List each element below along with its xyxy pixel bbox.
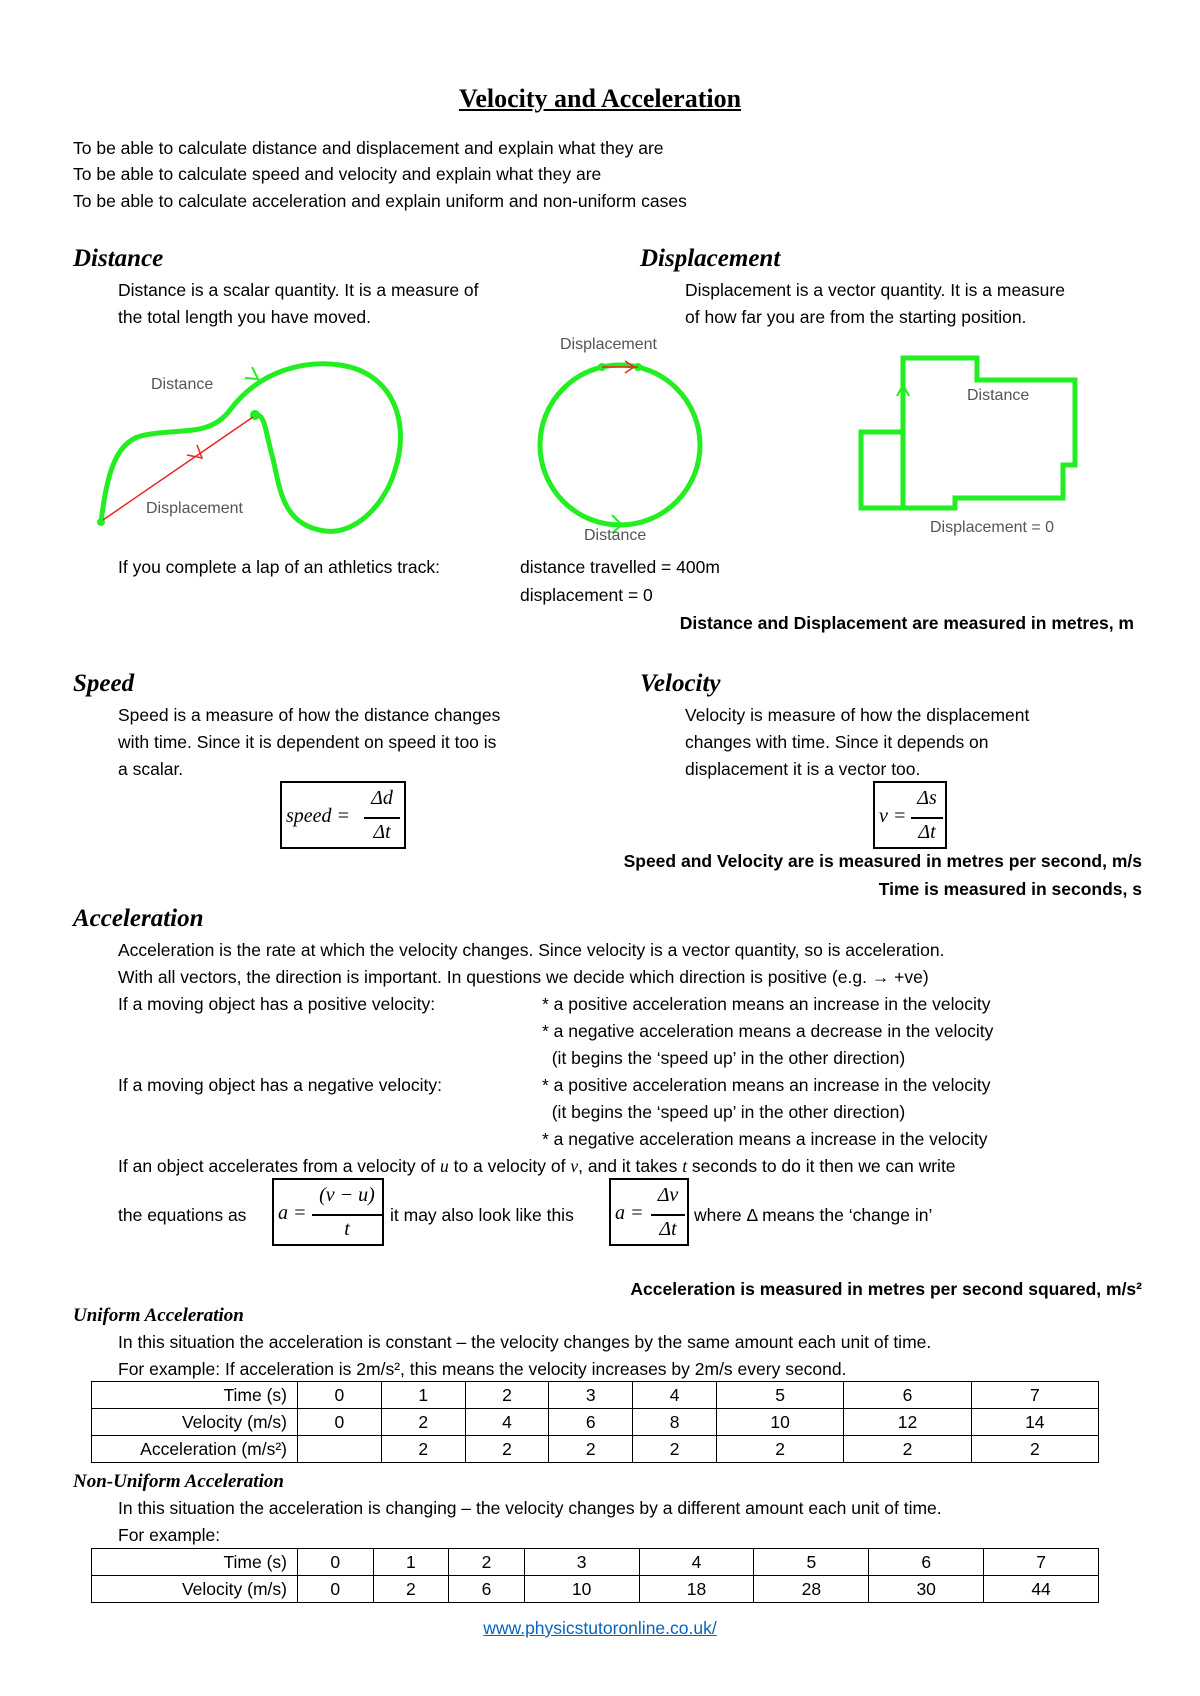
table-row-label: Acceleration (m/s²)	[92, 1436, 298, 1463]
nonuniform-heading: Non-Uniform Acceleration	[73, 1471, 284, 1492]
nonuniform-line-2: For example:	[118, 1525, 221, 1545]
track-distance: distance travelled = 400m	[520, 557, 720, 577]
table-row	[92, 1409, 1099, 1436]
speed-units-note: Speed and Velocity are is measured in metres per second, m/s	[623, 851, 1142, 871]
equation-intro-line: If an object accelerates from a velocity of u to a velocity of v, and it takes t seconds to do it then we can write	[118, 1156, 956, 1176]
nonuniform-table	[91, 1548, 1099, 1603]
table-row	[92, 1436, 1099, 1463]
objective-1: To be able to calculate distance and displacement and explain what they are	[73, 138, 664, 158]
table-cell: 2	[716, 1436, 843, 1463]
uniform-line-1: In this situation the acceleration is constant – the velocity changes by the same amount each unit of time.	[118, 1332, 932, 1352]
table-cell: 6	[549, 1409, 633, 1436]
uniform-table	[91, 1381, 1099, 1463]
rectangular-path-diagram	[855, 350, 1080, 520]
table-cell: 7	[971, 1382, 1098, 1409]
table-cell: 6	[869, 1549, 984, 1576]
table-cell: 4	[633, 1382, 717, 1409]
acceleration-formula-2-lhs: a =	[615, 1202, 644, 1224]
table-cell: 2	[465, 1382, 549, 1409]
table-cell: 1	[373, 1549, 449, 1576]
distance-text-2: the total length you have moved.	[118, 307, 371, 327]
uniform-line-2: For example: If acceleration is 2m/s², this means the velocity increases by 2m/s every second.	[118, 1359, 847, 1379]
distance-units-note: Distance and Displacement are measured in metres, m	[679, 613, 1134, 633]
acceleration-line-1: Acceleration is the rate at which the velocity changes. Since velocity is a vector quantity, so is acceleration.	[118, 940, 945, 960]
speed-heading: Speed	[73, 670, 135, 697]
velocity-text-2: changes with time. Since it depends on	[685, 732, 989, 752]
equation-line-b: it may also look like this	[390, 1205, 574, 1225]
footer-link[interactable]: www.physicstutoronline.co.uk/	[483, 1618, 717, 1638]
table-cell: 4	[639, 1549, 754, 1576]
table-cell: 10	[524, 1576, 639, 1603]
table-cell: 5	[754, 1549, 869, 1576]
table-cell: 2	[465, 1436, 549, 1463]
table-row	[92, 1549, 1099, 1576]
speed-text-2: with time. Since it is dependent on speed it too is	[118, 732, 497, 752]
negative-velocity-item-2: (it begins the ‘speed up’ in the other direction)	[542, 1102, 906, 1122]
table-row-label: Time (s)	[92, 1382, 298, 1409]
table-row	[92, 1576, 1099, 1603]
table-row-label: Time (s)	[92, 1549, 298, 1576]
table-cell: 44	[984, 1576, 1099, 1603]
table-cell: 2	[971, 1436, 1098, 1463]
table-cell: 8	[633, 1409, 717, 1436]
table-cell: 2	[381, 1409, 465, 1436]
acceleration-formula-1	[272, 1178, 384, 1246]
table-cell: 6	[449, 1576, 525, 1603]
positive-velocity-item-3: (it begins the ‘speed up’ in the other direction)	[542, 1048, 906, 1068]
diagram2-distance-label: Distance	[584, 527, 647, 544]
table-cell: 2	[633, 1436, 717, 1463]
displacement-heading: Displacement	[640, 245, 781, 272]
table-cell: 5	[716, 1382, 843, 1409]
table-cell: 3	[549, 1382, 633, 1409]
acceleration-formula-2	[609, 1178, 689, 1246]
table-cell: 12	[844, 1409, 971, 1436]
table-cell: 2	[844, 1436, 971, 1463]
diagram3-distance-label: Distance	[967, 387, 1030, 404]
acceleration-formula-1-lhs: a =	[278, 1202, 307, 1224]
speed-formula	[280, 781, 406, 849]
table-cell: 10	[716, 1409, 843, 1436]
velocity-formula	[873, 781, 947, 849]
acceleration-formula-2-numerator: Δv	[657, 1184, 679, 1206]
velocity-heading: Velocity	[640, 670, 721, 697]
table-row	[92, 1382, 1099, 1409]
table-cell: 14	[971, 1409, 1098, 1436]
table-row-label: Velocity (m/s)	[92, 1576, 298, 1603]
acceleration-line-2: With all vectors, the direction is important. In questions we decide which direction is positive (e.g. → +ve)	[118, 967, 929, 987]
speed-formula-denominator: Δt	[373, 821, 391, 843]
velocity-formula-denominator: Δt	[918, 821, 936, 843]
page-title: Velocity and Acceleration	[458, 84, 742, 113]
table-cell: 2	[373, 1576, 449, 1603]
time-units-note: Time is measured in seconds, s	[878, 879, 1142, 899]
table-cell: 3	[524, 1549, 639, 1576]
table-cell: 4	[465, 1409, 549, 1436]
table-cell: 18	[639, 1576, 754, 1603]
displacement-text-2: of how far you are from the starting position.	[685, 307, 1027, 327]
acceleration-formula-1-numerator: (v − u)	[319, 1184, 375, 1206]
table-cell: 2	[381, 1436, 465, 1463]
equation-line-c: where Δ means the ‘change in’	[694, 1205, 933, 1225]
nonuniform-line-1: In this situation the acceleration is changing – the velocity changes by a different amount each unit of time.	[118, 1498, 942, 1518]
track-lead: If you complete a lap of an athletics track:	[118, 557, 440, 577]
table-cell: 2	[449, 1549, 525, 1576]
table-cell: 2	[549, 1436, 633, 1463]
table-cell: 30	[869, 1576, 984, 1603]
velocity-formula-lhs: v =	[879, 805, 907, 827]
table-cell: 7	[984, 1549, 1099, 1576]
acceleration-formula-1-denominator: t	[344, 1218, 350, 1240]
equation-line-a: the equations as	[118, 1205, 247, 1225]
diagram1-distance-label: Distance	[151, 376, 214, 393]
positive-velocity-label: If a moving object has a positive velocity:	[118, 994, 436, 1014]
diagram3-displacement-label: Displacement = 0	[930, 519, 1055, 536]
track-displacement: displacement = 0	[520, 585, 653, 605]
table-cell: 1	[381, 1382, 465, 1409]
velocity-text-1: Velocity is measure of how the displacement	[685, 705, 1030, 725]
positive-velocity-item-1: * a positive acceleration means an increase in the velocity	[542, 994, 991, 1014]
objective-2: To be able to calculate speed and velocity and explain what they are	[73, 164, 602, 184]
distance-heading: Distance	[73, 245, 164, 272]
table-cell: 28	[754, 1576, 869, 1603]
acceleration-units-note: Acceleration is measured in metres per second squared, m/s²	[630, 1279, 1142, 1299]
objective-3: To be able to calculate acceleration and explain uniform and non-uniform cases	[73, 191, 687, 211]
table-cell: 0	[298, 1382, 382, 1409]
circle-path-diagram	[530, 355, 710, 535]
negative-velocity-label: If a moving object has a negative velocity:	[118, 1075, 442, 1095]
table-cell: 6	[844, 1382, 971, 1409]
acceleration-heading: Acceleration	[73, 905, 204, 932]
negative-velocity-item-1: * a positive acceleration means an increase in the velocity	[542, 1075, 991, 1095]
diagram1-displacement-label: Displacement	[146, 500, 243, 517]
table-cell: 0	[298, 1409, 382, 1436]
table-row-label: Velocity (m/s)	[92, 1409, 298, 1436]
velocity-text-3: displacement it is a vector too.	[685, 759, 921, 779]
distance-path-diagram	[95, 355, 425, 545]
speed-text-1: Speed is a measure of how the distance changes	[118, 705, 501, 725]
velocity-formula-numerator: Δs	[917, 787, 937, 809]
table-cell	[298, 1436, 382, 1463]
speed-formula-lhs: speed =	[286, 805, 351, 827]
acceleration-formula-2-denominator: Δt	[659, 1218, 677, 1240]
speed-text-3: a scalar.	[118, 759, 184, 779]
table-cell: 0	[298, 1549, 374, 1576]
negative-velocity-item-3: * a negative acceleration means a increase in the velocity	[542, 1129, 988, 1149]
uniform-heading: Uniform Acceleration	[73, 1305, 244, 1326]
displacement-text-1: Displacement is a vector quantity. It is a measure	[685, 280, 1065, 300]
positive-velocity-item-2: * a negative acceleration means a decrease in the velocity	[542, 1021, 994, 1041]
table-cell: 0	[298, 1576, 374, 1603]
distance-text-1: Distance is a scalar quantity. It is a measure of	[118, 280, 479, 300]
speed-formula-numerator: Δd	[371, 787, 393, 809]
diagram2-displacement-label: Displacement	[560, 336, 657, 353]
